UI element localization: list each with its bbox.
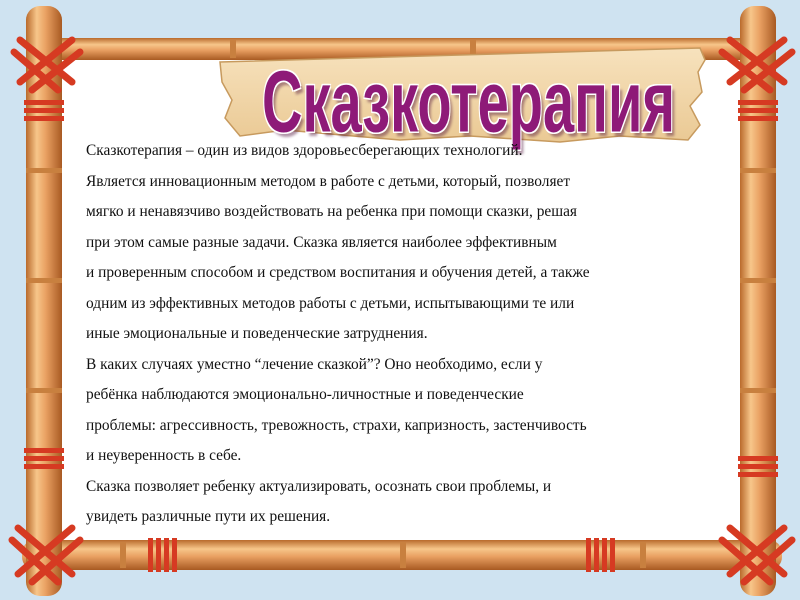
left-lashing-lower — [24, 448, 64, 469]
text-line: Сказкотерапия – один из видов здоровьесберегающих технологий. — [86, 142, 523, 159]
text-line: увидеть различные пути их решения. — [86, 508, 331, 525]
right-lashing-upper — [738, 100, 778, 121]
text-line: Является инновационным методом в работе с детьми, который, позволяет — [86, 172, 571, 190]
text-line: при этом самые разные задачи. Сказка является наиболее эффективным — [86, 233, 557, 251]
text-line: и проверенным способом и средством воспитания и обучения детей, а также — [86, 264, 590, 281]
text-line: ребёнка наблюдаются эмоционально-личностные и поведенческие — [86, 386, 524, 403]
text-line: иные эмоциональные и поведенческие затруднения. — [86, 325, 428, 342]
body-text — [86, 136, 766, 533]
slide-title: Сказкотерапия — [262, 52, 676, 151]
text-line: и неуверенность в себе. — [86, 447, 242, 464]
left-bamboo-pole — [26, 6, 62, 596]
text-line: проблемы: агрессивность, тревожность, страхи, капризность, застенчивость — [86, 416, 587, 434]
text-line: В каких случаях уместно “лечение сказкой”? Оно необходимо, если у — [86, 355, 543, 373]
text-line: Сказка позволяет ребенку актуализировать, осознать свои проблемы, и — [86, 477, 552, 495]
text-line: мягко и ненавязчиво воздействовать на ребенка при помощи сказки, решая — [86, 203, 578, 220]
left-lashing-upper — [24, 100, 64, 121]
text-line: одним из эффективных методов работы с детьми, испытывающими те или — [86, 294, 575, 312]
bottom-bamboo-bar — [22, 540, 782, 570]
